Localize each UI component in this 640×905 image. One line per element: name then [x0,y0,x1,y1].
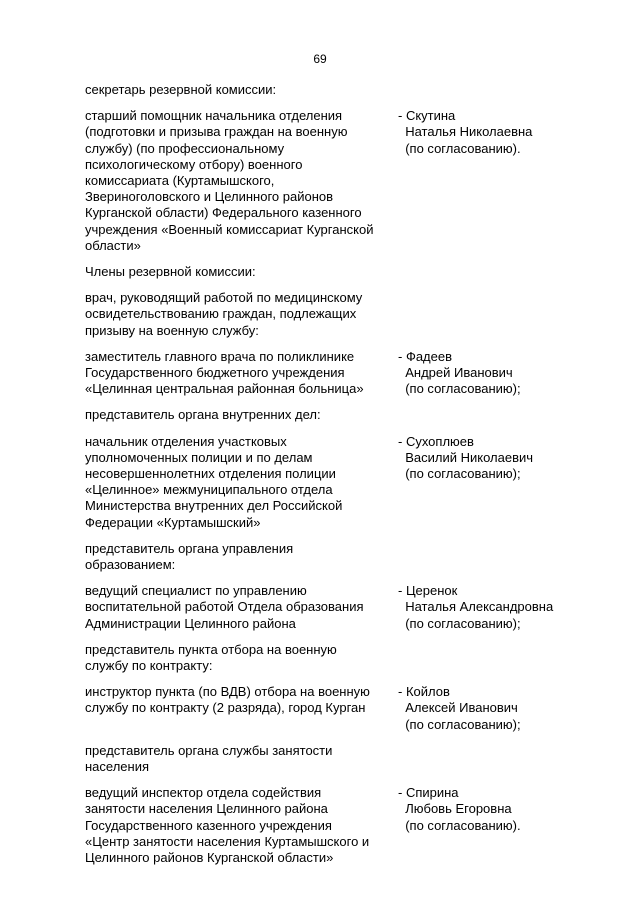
member-name-line: (по согласованию); [398,716,521,732]
section-heading-line: секретарь резервной комиссии: [85,82,277,97]
member-name-line: (по согласованию); [398,466,521,481]
position-description-line: «Центр занятости населения Куртамышского и [85,833,370,849]
position-description-line: службу) (по профессиональному [85,140,285,156]
member-name-line: - Сухоплюев [398,433,474,449]
member-name-line: Наталья Николаевна [398,124,533,140]
position-description-line: занятости населения Целинного района [85,801,328,817]
position-description-line: старший помощник начальника отделения [85,108,343,124]
section-heading-line: представитель органа управления [85,540,294,556]
position-description-line: Государственного казенного учреждения [85,817,332,833]
section-heading-line: врач, руководящий работой по медицинскому [85,290,363,306]
member-name-line: (по согласованию). [398,140,521,156]
section-heading-line: освидетельствованию граждан, подлежащих [85,306,357,322]
position-description-line: «Целинная центральная районная больница» [85,381,364,397]
position-description-line: инструктор пункта (по ВДВ) отбора на военную [85,684,370,700]
position-description-line: Федерации «Куртамышский» [85,514,261,530]
member-name-line: (по согласованию); [398,615,521,631]
member-name-line: Алексей Иванович [398,700,518,716]
position-description-line: Государственного бюджетного учреждения [85,365,345,380]
member-name-line: Любовь Егоровна [398,801,512,817]
member-name-line: - Койлов [398,684,450,700]
position-description-line: заместитель главного врача по поликлинике [85,348,355,364]
section-heading-line: призыву на военную службу: [85,322,259,338]
member-name-line: - Фадеев [398,348,453,364]
position-description-line: воспитательной работой Отдела образования [85,599,364,615]
position-description-line: Звериноголовского и Целинного районов [85,189,334,205]
member-name-line: (по согласованию); [398,381,521,397]
position-description-line: ведущий специалист по управлению [85,583,307,599]
member-name-line: (по согласованию). [398,817,521,833]
position-description-line: (подготовки и призыва граждан на военную [85,124,348,140]
position-description-line: учреждения «Военный комиссариат Курганской [85,221,374,237]
section-heading-line: Члены резервной комиссии: [85,264,256,279]
member-name-line: - Церенок [398,583,458,599]
section-heading-line: образованием: [85,557,176,572]
section-heading-line: представитель органа внутренних дел: [85,407,321,423]
position-description-line: несовершеннолетних отделения полиции [85,466,336,481]
member-name-line: - Скутина [398,108,456,124]
position-description-line: комиссариата (Куртамышского, [85,173,275,188]
section-heading-line: населения [85,759,150,774]
section-heading-line: службу по контракту: [85,658,213,673]
position-description-line: Курганской области) Федерального казенного [85,205,362,221]
section-heading-line: представитель пункта отбора на военную [85,641,337,657]
position-description-line: уполномоченных полиции и по делам [85,449,313,465]
position-description-line: области» [85,237,141,253]
position-description-line: ведущий инспектор отдела содействия [85,785,322,801]
position-description-line: психологическому отбору) военного [85,156,303,172]
position-description-line: Министерства внутренних дел Российской [85,498,343,514]
member-name-line: - Спирина [398,785,459,801]
member-name-line: Андрей Иванович [398,365,513,380]
position-description-line: Целинного районов Курганской области» [85,850,334,865]
position-description-line: службу по контракту (2 разряда), город Курган [85,700,366,716]
member-name-line: Василий Николаевич [398,449,534,465]
position-description-line: Администрации Целинного района [85,615,296,631]
section-heading-line: представитель органа службы занятости [85,742,333,758]
page-number: 69 [313,52,327,66]
member-name-line: Наталья Александровна [398,599,554,615]
position-description-line: «Целинное» межмуниципального отдела [85,482,333,498]
position-description-line: начальник отделения участковых [85,433,287,449]
